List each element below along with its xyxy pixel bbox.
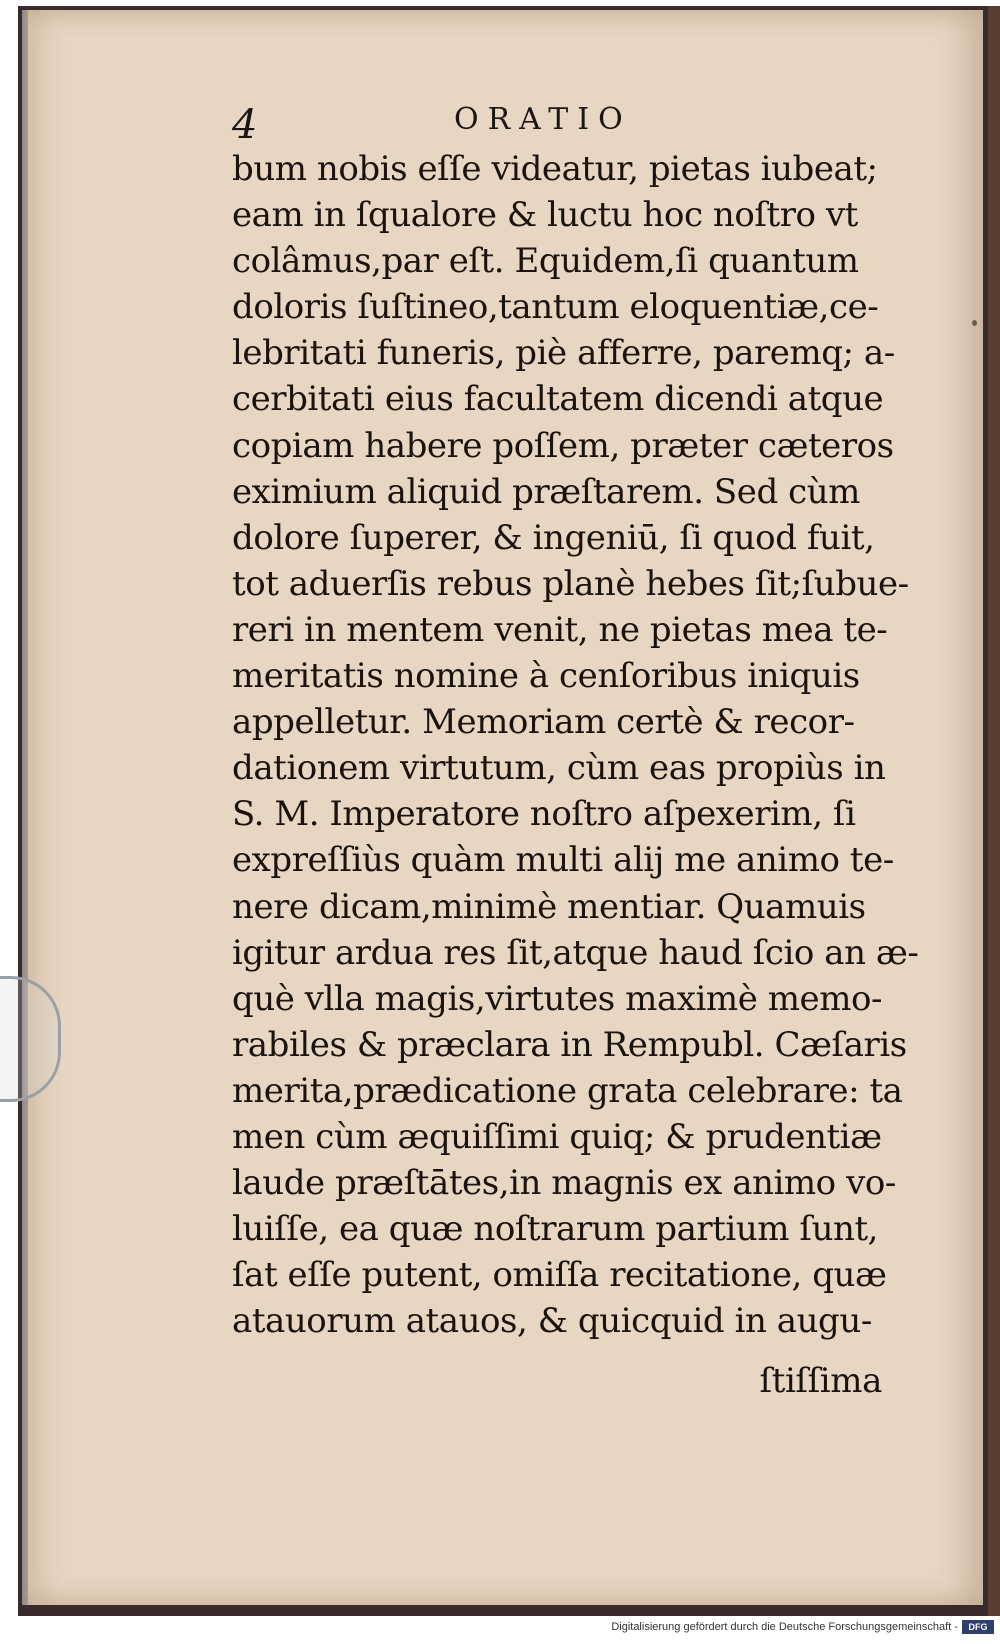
text-line: rabiles & præclara in Rempubl. Cæſaris [232,1024,907,1065]
text-line: merita,prædicatione grata celebrare: ta [232,1070,903,1111]
text-line: luiſſe, ea quæ noſtrarum partium ſunt, [232,1209,879,1250]
book-board-edge [988,6,1000,1616]
text-line: dolore ſuperer, & ingeniū, ſi quod fuit, [232,517,875,558]
text-line: colâmus,par eſt. Equidem,ſi quantum [232,241,859,282]
text-line: lebritati funeris, piè afferre, paremq; a- [232,333,895,374]
dfg-logo: DFG [962,1620,994,1634]
footer-bar [0,1618,1000,1644]
page-number: 4 [232,102,258,148]
text-line: copiam habere poſſem, præter cæteros [232,425,894,466]
text-line: què vlla magis,virtutes maximè memo- [232,978,883,1019]
text-line: appelletur. Memoriam certè & recor- [232,702,855,743]
running-title: ORATIO [454,102,632,137]
text-line: nere dicam,minimè mentiar. Quamuis [232,886,866,927]
text-line: igitur ardua res ſit,atque haud ſcio an æ- [232,932,919,973]
text-line: doloris ſuſtineo,tantum eloquentiæ,ce- [232,287,879,328]
text-line: meritatis nomine à cenſoribus iniquis [232,656,860,697]
text-line: reri in mentem venit, ne pietas mea te- [232,609,888,650]
text-line: expreſſiùs quàm multi alij me animo te- [232,840,894,881]
funding-credit: Digitalisierung gefördert durch die Deutsche Forschungsgemeinschaft - [611,1621,958,1633]
text-line: dationem virtutum, cùm eas propiùs in [232,748,886,789]
text-line: eam in ſqualore & luctu hoc noſtro vt [232,195,858,236]
text-line: bum nobis eſſe videatur, pietas iubeat; [232,149,878,189]
page-header [232,100,882,148]
text-line: eximium aliquid præſtarem. Sed cùm [232,471,860,512]
text-line: S. M. Imperatore noſtro aſpexerim, ſi [232,794,856,835]
catchword: ſtiſſima [759,1361,882,1401]
text-line: tot aduerſis rebus planè hebes ſit;ſubue- [232,563,909,604]
body-text [232,146,919,1344]
ink-speck [972,320,977,326]
text-line: cerbitati eius facultatem dicendi atque [232,379,884,420]
text-line: ſat eſſe putent, omiſſa recitatione, quæ [232,1255,887,1296]
text-line: laude præſtātes,in magnis ex animo vo- [232,1163,896,1204]
text-line: men cùm æquiſſimi quiq; & prudentiæ [232,1116,882,1157]
text-line: atauorum atauos, & quicquid in augu- [232,1301,872,1342]
